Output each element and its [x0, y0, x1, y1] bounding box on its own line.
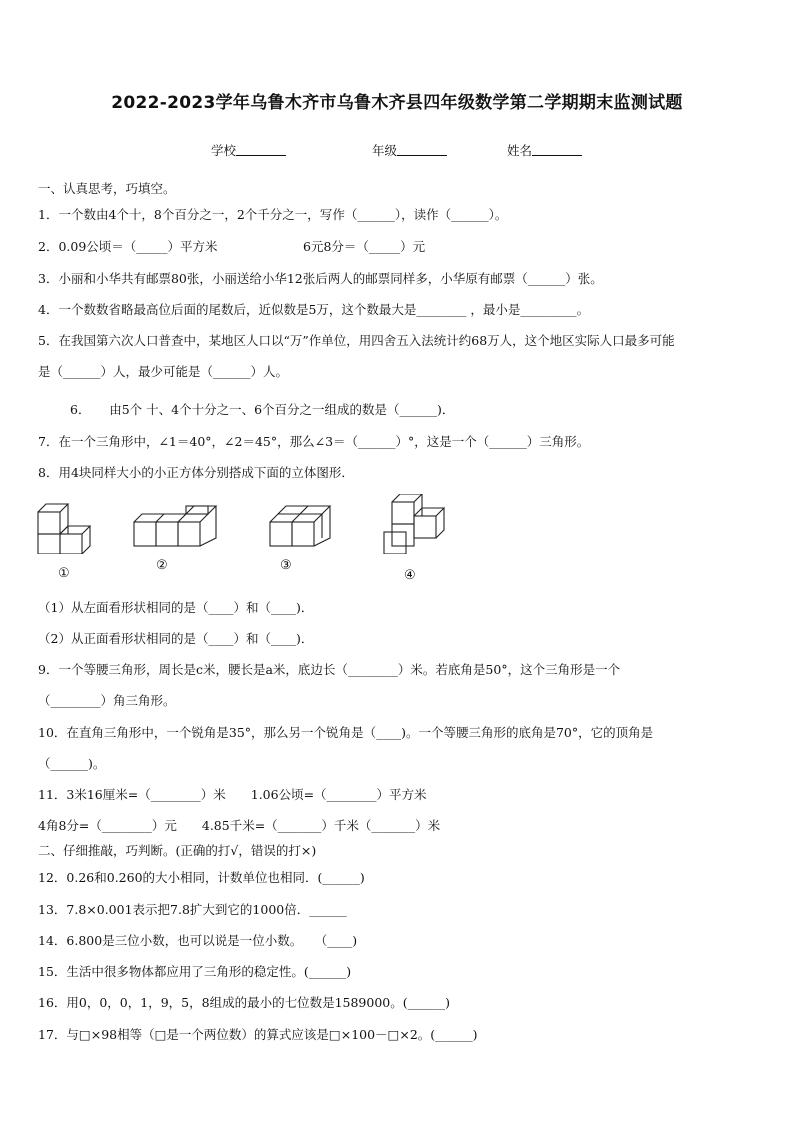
question-6: 6． 由5个 十、4个十分之一、6个百分之一组成的数是（______)． — [70, 402, 455, 417]
question-5-line-2: 是（______）人，最少可能是（______）人。 — [38, 364, 289, 379]
question-8: 8．用4块同样大小的小正方体分别搭成下面的立体图形． — [38, 465, 354, 480]
school-label: 学校 — [211, 143, 237, 158]
question-17: 17．与□×98相等（□是一个两位数）的算式应该是□×100－□×2。(______) — [38, 1027, 478, 1042]
question-2b: 6元8分＝（_____）元 — [303, 239, 426, 254]
question-11-line-2: 4角8分=（________）元 4.85千米=（_______）千米（_______）米 — [38, 818, 441, 833]
section-2-heading: 二、仔细推敲，巧判断。(正确的打√，错误的打×) — [38, 843, 317, 858]
grade-field — [372, 141, 447, 159]
figure-3-label: ③ — [280, 558, 292, 573]
question-10-line-1: 10．在直角三角形中，一个锐角是35°，那么另一个锐角是（____)。一个等腰三角形的底角是70°，它的顶角是 — [38, 725, 654, 740]
figure-4-cubes — [384, 494, 444, 554]
question-13: 13．7.8×0.001表示把7.8扩大到它的1000倍．______ — [38, 902, 347, 917]
school-field — [211, 141, 286, 159]
question-4: 4．一个数数省略最高位后面的尾数后，近似数是5万，这个数最大是________ ，最小是_________。 — [38, 302, 590, 317]
question-9-line-1: 9．一个等腰三角形，周长是c米，腰长是a米，底边长（________）米。若底角是50°，这个三角形是一个 — [38, 662, 621, 677]
question-8-part-1: （1）从左面看形状相同的是（____）和（____)． — [38, 600, 314, 615]
question-7: 7．在一个三角形中，∠1＝40°，∠2＝45°，那么∠3＝（______）°，这是一个（______）三角形。 — [38, 434, 590, 449]
question-16: 16．用0，0，0，1，9，5，8组成的最小的七位数是1589000。(______) — [38, 995, 451, 1010]
cube-figures-drawing — [30, 494, 460, 554]
question-5-line-1: 5．在我国第六次人口普查中，某地区人口以“万”作单位，用四舍五入法统计约68万人，这个地区实际人口最多可能 — [38, 333, 675, 348]
question-12: 12．0.26和0.260的大小相同，计数单位也相同．(______) — [38, 870, 365, 885]
question-10-line-2: （______)。 — [38, 756, 106, 771]
question-11-line-1: 11．3米16厘米=（________）米 1.06公顷=（________）平方米 — [38, 787, 427, 802]
figure-2-cubes — [134, 506, 216, 546]
figure-2-label: ② — [156, 558, 168, 573]
question-8-part-2: （2）从正面看形状相同的是（____）和（____)． — [38, 631, 314, 646]
figure-1-label: ① — [58, 566, 70, 581]
name-field — [507, 141, 582, 159]
name-label: 姓名 — [507, 143, 533, 158]
question-15: 15．生活中很多物体都应用了三角形的稳定性。(______) — [38, 964, 352, 979]
question-1: 1．一个数由4个十，8个百分之一，2个千分之一，写作（______），读作（______）。 — [38, 207, 508, 222]
cube-figures — [30, 494, 460, 589]
school-blank — [236, 143, 286, 156]
grade-blank — [397, 143, 447, 156]
figure-4-label: ④ — [404, 568, 416, 583]
figure-3-cubes — [270, 506, 330, 546]
figure-1-cubes — [38, 504, 90, 554]
name-blank — [532, 143, 582, 156]
question-9-line-2: （________）角三角形。 — [38, 693, 176, 708]
question-3: 3．小丽和小华共有邮票80张，小丽送给小华12张后两人的邮票同样多，小华原有邮票（______）张。 — [38, 271, 603, 286]
page-title: 2022-2023学年乌鲁木齐市乌鲁木齐县四年级数学第二学期期末监测试题 — [111, 93, 683, 113]
question-14: 14．6.800是三位小数，也可以说是一位小数。 （____) — [38, 933, 358, 948]
section-1-heading: 一、认真思考，巧填空。 — [38, 181, 176, 196]
question-2a: 2．0.09公顷＝（_____）平方米 — [38, 239, 218, 254]
grade-label: 年级 — [372, 143, 398, 158]
